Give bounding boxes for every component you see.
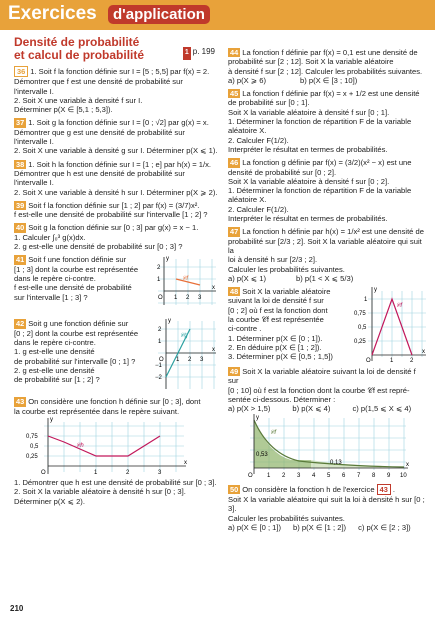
curve-label: 𝒞f	[396, 303, 403, 310]
ex42-line6: 2. g est-elle une densité	[14, 365, 95, 375]
right-column	[228, 48, 428, 536]
exercise-48	[228, 287, 428, 363]
ex44-a: a) p(X ⩾ 6)	[228, 75, 267, 85]
area-value-1: 0,53	[256, 451, 268, 458]
y-axis-label: y	[166, 256, 169, 263]
ex46-line3: Soit X la variable aléatoire à densité f sur [0 ; 2].	[228, 176, 390, 186]
ex46-line6: 2. Calculer F(1/2).	[228, 204, 289, 214]
y-axis-label: y	[168, 318, 171, 325]
tick-y-2: 2	[158, 327, 162, 334]
ex47-a: a) p(X ⩽ 1)	[228, 273, 267, 283]
curve-label: 𝒞f	[270, 429, 277, 436]
left-column	[14, 36, 221, 510]
tick-x-1: 1	[267, 472, 271, 479]
exercise-number: 45	[230, 89, 239, 99]
ex40-line1: Soit g la fonction définie sur [0 ; 3] par g(x) = x − 1.	[28, 223, 199, 233]
ex48-line7: 2. En déduire p(X ∈ [1 ; 2]).	[228, 342, 322, 352]
exercise-39	[14, 201, 221, 220]
exercise-47	[228, 227, 428, 283]
ex42-line3: dans le repère ci-contre.	[14, 337, 96, 347]
ex49-a: a) p(X > 1,5)	[228, 404, 271, 414]
tick-y-025: 0,25	[354, 339, 366, 346]
ex37-line1: 1. Soit g la fonction définie sur I = [0 ; √2] par g(x) = x.	[28, 118, 209, 128]
ex50-line1: On considère la fonction h de l'exercice	[242, 484, 375, 494]
tick-y-1: 1	[157, 277, 161, 284]
ex38-line4: 2. Soit X une variable à densité h sur I. Déterminer p(X ⩾ 2).	[14, 187, 218, 197]
ex40-line2: 1. Calculer ∫₀³ g(x)dx.	[14, 232, 86, 242]
ex43-line3: 1. Démontrer que h est une densité de probabilité sur [0 ; 3].	[14, 477, 217, 487]
ex46-line5: aléatoire X.	[228, 195, 267, 205]
exercise-49	[228, 367, 428, 479]
page-number: 210	[10, 604, 24, 613]
x-axis-label: x	[184, 459, 187, 466]
ex36-line1: 1. Soit f la fonction définie sur I = [5 ; 5,5] par f(x) = 2.	[30, 67, 210, 76]
origin-label: O	[248, 472, 253, 479]
exercise-number: 38	[16, 159, 25, 169]
section-title-line2: et calcul de probabilité	[14, 47, 145, 62]
x-axis-label: x	[212, 285, 215, 292]
ex50-line1-end: .	[392, 484, 396, 494]
ex48-line3: [0 ; 2] où f est la fonction dont	[228, 305, 328, 315]
exercise-number: 46	[230, 158, 239, 168]
ex46-line2: densité de probabilité sur [0 ; 2].	[228, 167, 337, 177]
tick-x-2: 2	[282, 472, 286, 479]
curve-label: 𝒞g	[180, 333, 188, 340]
exercise-number: 42	[16, 319, 25, 329]
exercise-number: 40	[16, 223, 25, 233]
exercise-40	[14, 223, 221, 251]
ex42-line5: de probabilité sur l'intervalle [0 ; 1] ?	[14, 356, 136, 366]
ex43-line1: On considère une fonction h définie sur [0 ; 3], dont	[28, 397, 201, 407]
ex48-line6: 1. Déterminer p(X ∈ [0 ; 1]).	[228, 333, 323, 343]
header-badge: d'application	[108, 5, 210, 24]
ex49-c: c) p(1,5 ⩽ X ⩽ 4)	[352, 404, 412, 414]
ex44-line2: probabilité sur [2 ; 12]. Soit X la variable aléatoire	[228, 57, 394, 67]
ex46-line4: 1. Déterminer la fonction de répartition F de la variable	[228, 186, 412, 196]
ex37-line4: 2. Soit X une variable à densité g sur I. Déterminer p(X ⩽ 1).	[14, 146, 218, 156]
area-value-2: 0,13	[330, 459, 342, 466]
tick-x-6: 6	[342, 472, 346, 479]
ex49-b: b) p(X ⩽ 4)	[292, 404, 331, 414]
ex37-line3: l'intervalle I.	[14, 137, 54, 147]
x-axis-label: x	[422, 349, 425, 356]
ex44-line1: La fonction f définie par f(x) = 0,1 est une densité de	[242, 48, 418, 57]
tick-x-3: 3	[200, 357, 204, 364]
ex46-line1: La fonction g définie par f(x) = (3/2)(x² − x) est une	[242, 158, 412, 168]
header-title: Exercices	[8, 3, 97, 24]
ex49-line2: [0 ; 10] où f est la fonction dont la courbe 𝒞f est repré-	[228, 385, 410, 395]
tick-x-3: 3	[158, 469, 162, 476]
exercise-number: 41	[16, 255, 25, 265]
ex36-line2: Démontrer que f est une densité de probabilité sur	[14, 77, 183, 87]
ex39-line1: Soit f la fonction définie sur [1 ; 2] par f(x) = (3/7)x².	[28, 200, 200, 210]
ex47-line3: loi à densité h sur [2/3 ; 2].	[228, 255, 318, 265]
tick-x-1: 1	[390, 358, 394, 365]
ex41-graph	[154, 253, 220, 315]
exercise-number: 49	[230, 367, 239, 377]
ex36-line5: Déterminer p(X ∈ [5,1 ; 5,3]).	[14, 105, 113, 115]
ex44-b: b) p(X ∈ [3 ; 10])	[300, 75, 358, 85]
tick-y-m1: −1	[155, 363, 162, 370]
exercise-number: 48	[230, 287, 239, 297]
tick-y-05: 0,5	[30, 443, 39, 450]
section-title-line1: Densité de probabilité	[14, 35, 140, 49]
tick-x-10: 10	[400, 472, 407, 479]
tick-x-2: 2	[126, 469, 130, 476]
exercise-ref-link[interactable]: 43	[377, 484, 391, 495]
x-axis-label: x	[212, 347, 215, 354]
tick-x-1: 1	[176, 357, 180, 364]
tick-x-4: 4	[312, 472, 316, 479]
ex50-c: c) p(X ∈ [2 ; 3])	[358, 522, 411, 532]
tick-x-7: 7	[357, 472, 361, 479]
ex45-line4: 1. Déterminer la fonction de répartition F de la variable	[228, 117, 412, 127]
ex49-line1: Soit X la variable aléatoire suivant la loi de densité f sur	[228, 367, 416, 386]
tick-x-9: 9	[387, 472, 391, 479]
tick-y-075: 0,75	[354, 311, 366, 318]
ex36-line3: l'intervalle I.	[14, 86, 54, 96]
ex43-graph	[24, 416, 194, 478]
ex43-line2: la courbe est représentée dans le repère suivant.	[14, 406, 180, 416]
tick-x-5: 5	[327, 472, 331, 479]
tick-y-1: 1	[364, 297, 368, 304]
ex45-line3: Soit X la variable aléatoire à densité f sur [0 ; 1].	[228, 107, 390, 117]
ex50-a: a) p(X ∈ [0 ; 1])	[228, 522, 282, 532]
ex45-line7: Interpréter le résultat en termes de probabilités.	[228, 144, 388, 154]
ex40-line3: 2. g est-elle une densité de probabilité sur [0 ; 3] ?	[14, 242, 183, 252]
exercise-number: 36	[14, 66, 28, 77]
ref-page: p. 199	[192, 47, 215, 56]
ex50-b: b) p(X ∈ [1 ; 2])	[293, 522, 347, 532]
ex49-graph	[234, 414, 414, 480]
ex42-line4: 1. g est-elle une densité	[14, 347, 95, 357]
exercise-38	[14, 160, 221, 197]
y-axis-label: y	[256, 414, 259, 421]
ex37-line2: Démontrer que g est une densité de probabilité sur	[14, 127, 185, 137]
ex49-line3: sentée ci-dessous. Déterminer :	[228, 395, 336, 405]
tick-x-8: 8	[372, 472, 376, 479]
ex36-line4: 2. Soit X une variable à densité f sur I.	[14, 95, 143, 105]
ex50-line2: Soit X la variable aléatoire qui suit la loi à densité h sur [0 ; 3].	[228, 494, 425, 514]
ex38-line2: Démontrer que h est une densité de probabilité sur	[14, 168, 185, 178]
page-header	[0, 0, 435, 30]
ex48-line5: ci-contre .	[228, 324, 262, 334]
ex43-line4: 2. Soit X la variable aléatoire à densité h sur [0 ; 3].	[14, 487, 186, 497]
exercise-43	[14, 397, 221, 505]
ex44-line3: à densité f sur [2 ; 12]. Calculer les probabilités suivantes.	[228, 66, 423, 76]
ex47-line1: La fonction h définie par h(x) = 1/x² est une densité de	[242, 227, 424, 237]
tick-x-1: 1	[174, 295, 178, 302]
exercise-37	[14, 118, 221, 155]
ref-num: 1	[183, 47, 191, 60]
ex42-line2: [0 ; 2] dont la courbe est représentée	[14, 328, 139, 338]
tick-y-025: 0,25	[26, 453, 38, 460]
tick-x-1: 1	[94, 469, 98, 476]
ex41-line4: f est-elle une densité de probabilité	[14, 283, 132, 293]
tick-y-05: 0,5	[358, 325, 367, 332]
tick-y-m2: −2	[155, 375, 162, 382]
ex38-line1: 1. Soit h la fonction définie sur I = [1 ; e] par h(x) = 1/x.	[28, 159, 212, 169]
ex47-line2: probabilité sur [2/3 ; 2]. Soit X la variable aléatoire qui suit la	[228, 236, 422, 255]
exercise-36	[14, 66, 221, 114]
tick-x-3: 3	[198, 295, 202, 302]
ex47-line4: Calculer les probabilités suivantes.	[228, 264, 345, 274]
exercise-45	[228, 89, 428, 154]
exercise-number: 37	[16, 118, 25, 128]
tick-y-2: 2	[157, 265, 161, 272]
origin-label: O	[41, 469, 46, 476]
section-title	[14, 36, 221, 61]
ex41-line2: [1 ; 3] dont la courbe est représentée	[14, 264, 139, 274]
ex48-line1: Soit X la variable aléatoire	[242, 287, 331, 297]
ex45-line5: aléatoire X.	[228, 126, 267, 136]
ex38-line3: l'intervalle I.	[14, 178, 54, 188]
origin-label: O	[366, 358, 371, 365]
ex41-line1: Soit f une fonction définie sur	[28, 255, 127, 265]
exercise-number: 50	[230, 484, 239, 494]
ex48-line8: 3. Déterminer p(X ∈ [0,5 ; 1,5])	[228, 352, 333, 362]
exercise-number: 47	[230, 227, 239, 237]
exercise-number: 43	[16, 397, 25, 407]
page-reference[interactable]	[183, 46, 215, 60]
origin-label: O	[158, 295, 163, 302]
curve-label: 𝒞f	[182, 276, 189, 283]
ex41-line3: dans le repère ci-contre.	[14, 273, 96, 283]
ex42-graph	[154, 315, 220, 393]
tick-y-1: 1	[158, 339, 162, 346]
exercise-41	[14, 255, 221, 315]
ex50-line3: Calculer les probabilités suivantes.	[228, 513, 345, 523]
curve-label: 𝒞h	[76, 442, 84, 449]
tick-x-2: 2	[410, 358, 414, 365]
tick-x-2: 2	[186, 295, 190, 302]
exercise-number: 44	[230, 48, 239, 57]
ex48-line4: la courbe 𝒞f est représentée	[228, 315, 324, 325]
ex48-line2: suivant la loi de densité f sur	[228, 296, 324, 306]
x-axis-label: x	[406, 461, 409, 468]
origin-label: O	[159, 357, 164, 364]
tick-y-075: 0,75	[26, 433, 38, 440]
exercise-44	[228, 48, 428, 85]
ex41-line5: sur l'intervalle [1 ; 3] ?	[14, 292, 88, 302]
exercise-50	[228, 484, 428, 532]
tick-x-2: 2	[188, 357, 192, 364]
ex45-line6: 2. Calculer F(1/2).	[228, 135, 289, 145]
ex47-b: b) p(1 < X ⩽ 5/3)	[296, 273, 354, 283]
exercise-number: 39	[16, 200, 25, 210]
ex45-line2: de probabilité sur [0 ; 1].	[228, 98, 310, 108]
y-axis-label: y	[50, 416, 53, 423]
ex43-line5: Déterminer p(X ⩽ 2).	[14, 496, 85, 506]
tick-x-3: 3	[297, 472, 301, 479]
exercise-46	[228, 158, 428, 223]
ex46-line7: Interpréter le résultat en termes de probabilités.	[228, 214, 388, 224]
ex42-line1: Soit g une fonction définie sur	[28, 319, 129, 329]
exercise-42	[14, 319, 221, 393]
ex48-graph	[350, 285, 428, 365]
ex42-line7: de probabilité sur [1 ; 2] ?	[14, 375, 100, 385]
ex39-line2: f est-elle une densité de probabilité sur l'intervalle [1 ; 2] ?	[14, 210, 208, 220]
ex45-line1: La fonction f définie par f(x) = x + 1/2 est une densité	[242, 89, 420, 99]
y-axis-label: y	[374, 287, 377, 294]
